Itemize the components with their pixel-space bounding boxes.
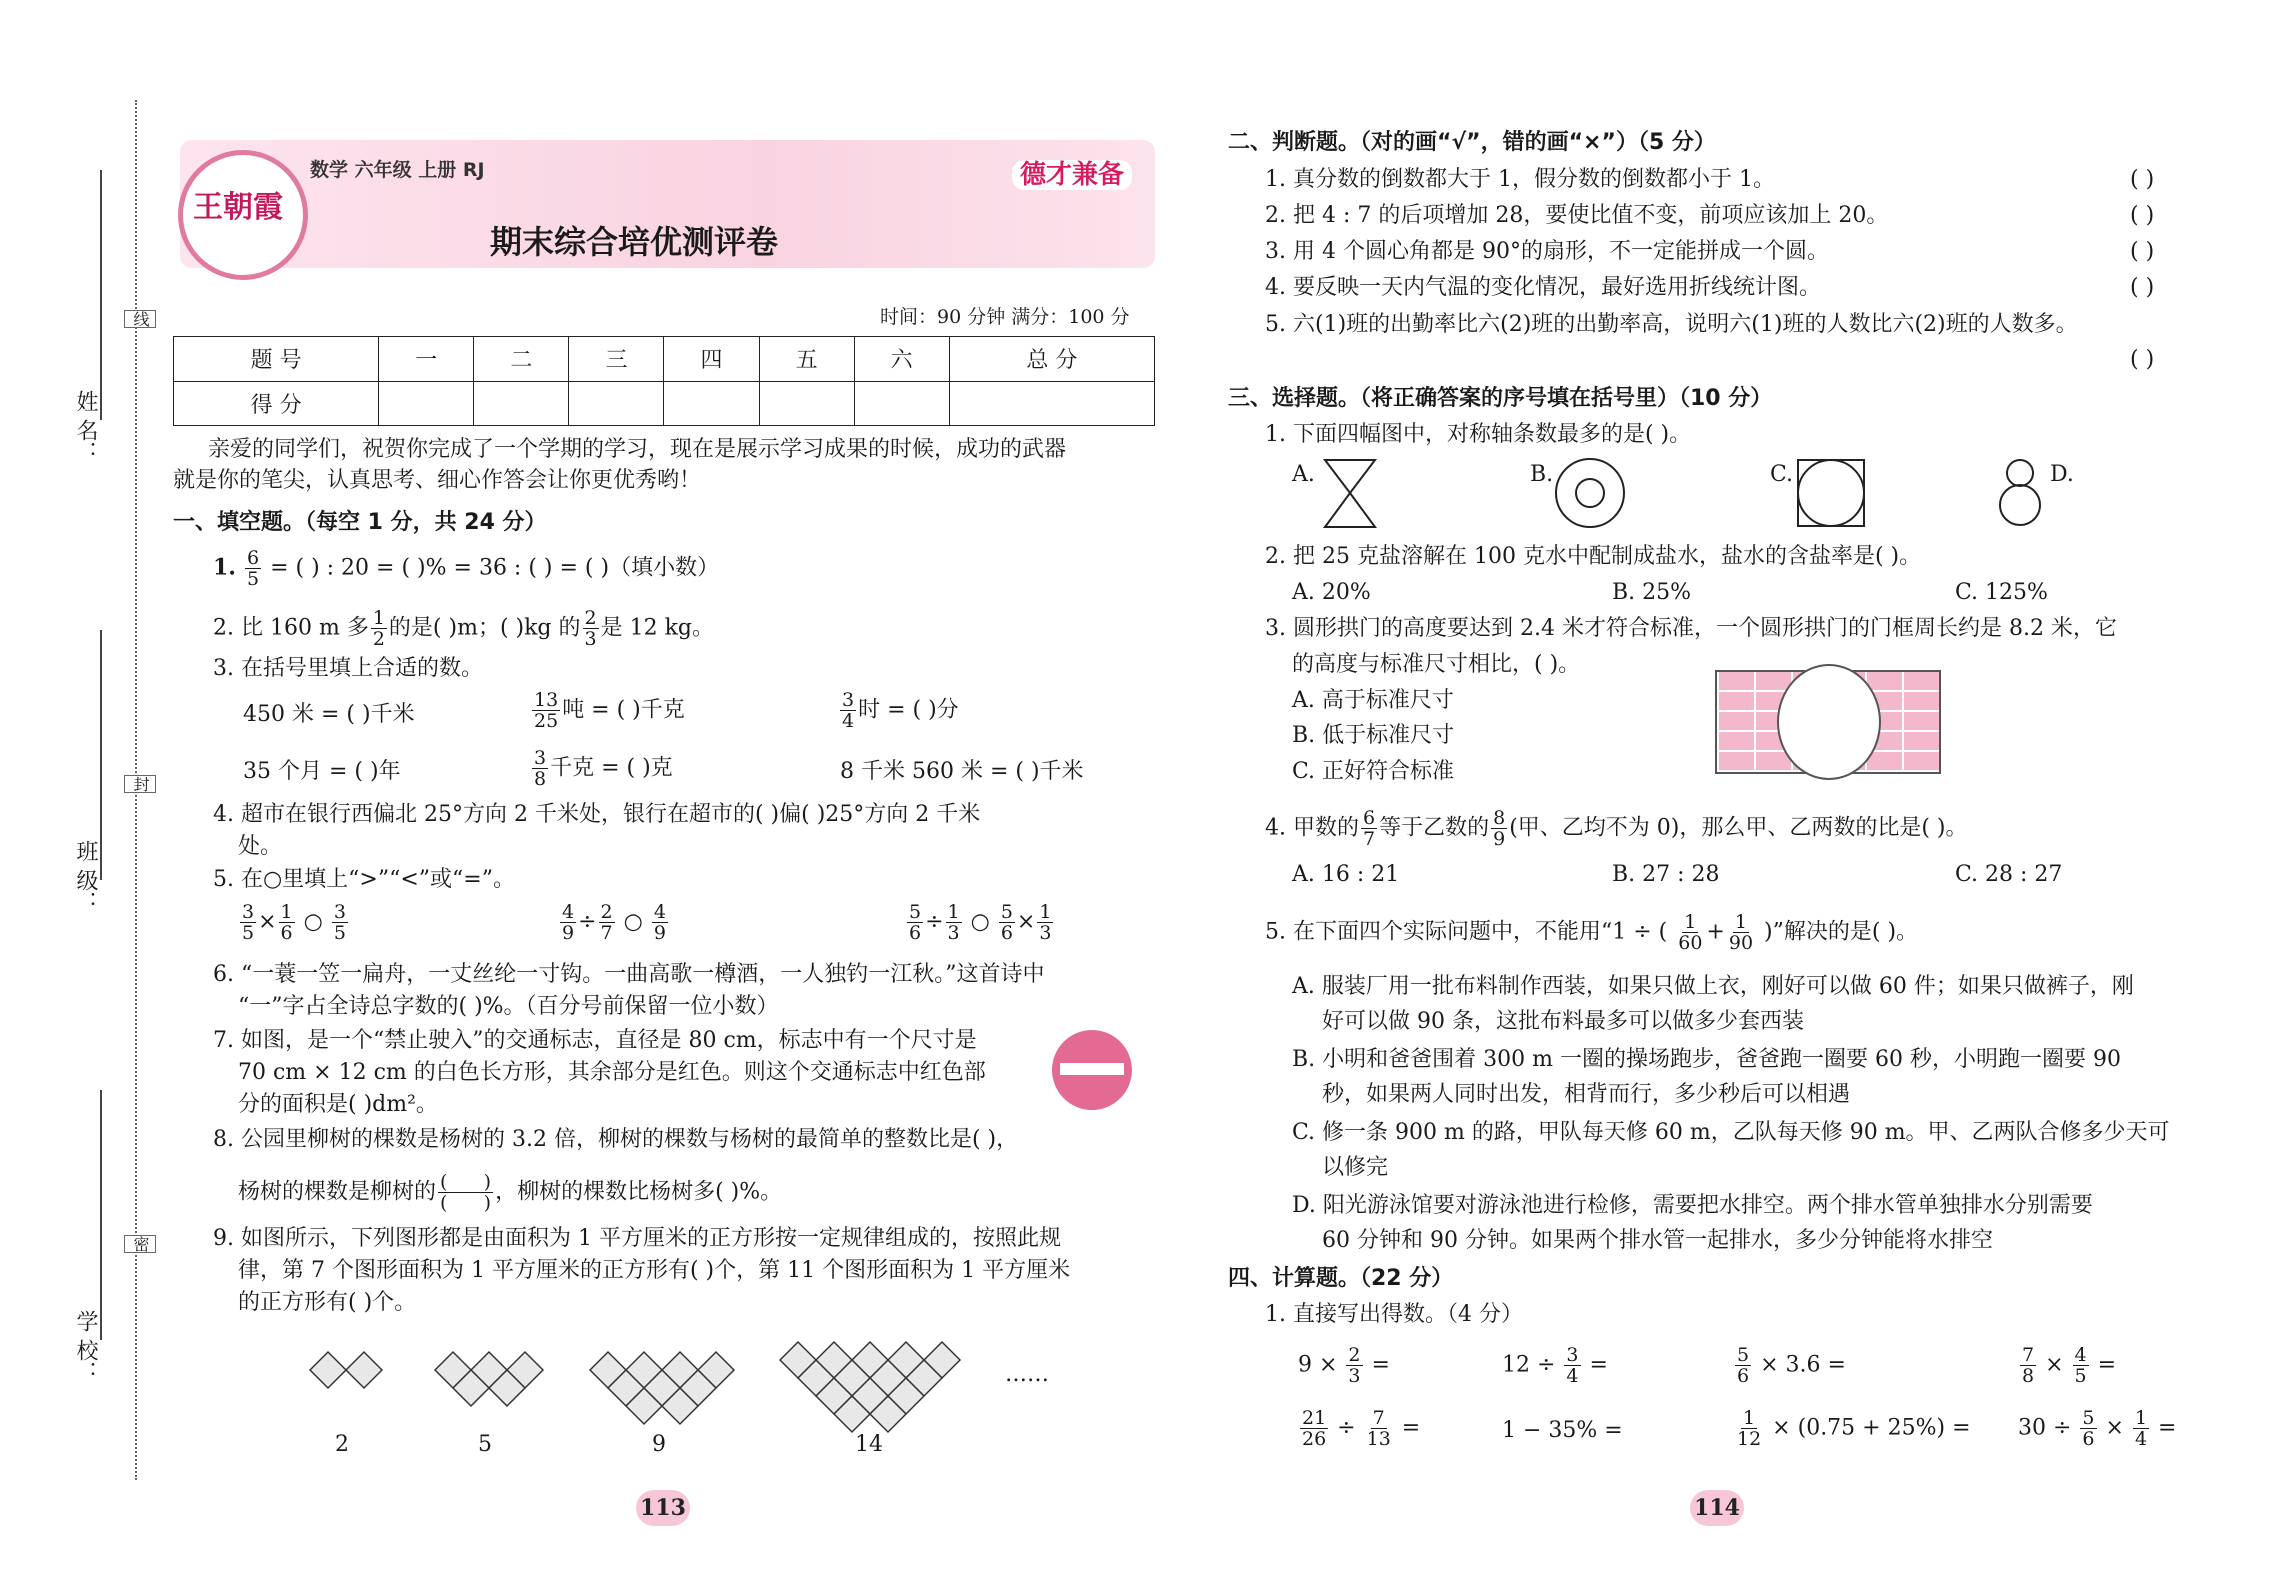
q5b: $\frac{4}{9}$ ÷ $\frac{2}{7}$ ○ $\frac{4}{9}$ bbox=[562, 901, 666, 944]
score-cell: 得 分 bbox=[174, 381, 379, 426]
score-cell: 一 bbox=[379, 337, 474, 382]
score-cell: 四 bbox=[664, 337, 759, 382]
answer-paren[interactable]: ( ) bbox=[2130, 239, 2155, 264]
q3a: 450 米 = ( )千米 bbox=[243, 702, 415, 727]
option-label: C. 28 : 27 bbox=[1955, 862, 2063, 887]
intro: 就是你的笔尖，认真思考、细心作答会让你更优秀哟！ bbox=[173, 468, 702, 493]
name-line bbox=[100, 170, 102, 420]
score-input[interactable] bbox=[949, 381, 1154, 426]
section-title: 三、选择题。（将正确答案的序号填在括号里）（10 分） bbox=[1228, 386, 1773, 411]
q7: 分的面积是( )dm²。 bbox=[238, 1092, 438, 1117]
q3: 3. 在括号里填上合适的数。 bbox=[213, 656, 483, 681]
q3f: 8 千米 560 米 = ( )千米 bbox=[840, 759, 1084, 784]
score-table bbox=[173, 336, 1155, 426]
judge-item: 1. 真分数的倒数都大于 1，假分数的倒数都小于 1。 bbox=[1265, 167, 1775, 192]
seal-line: 线 bbox=[124, 310, 156, 328]
choice-q4: 4. 甲数的 $\frac{6}{7}$ 等于乙数的 $\frac{8}{9}$ (甲、乙均不为 0)，那么甲、乙两数的比是( )。 bbox=[1265, 807, 1968, 850]
q6: 6. “一蓑一笠一扁舟，一丈丝纶一寸钩。一曲高歌一樽酒，一人独钓一江秋。”这首诗中 bbox=[213, 962, 1045, 987]
score-input[interactable] bbox=[759, 381, 854, 426]
option-text: 秒，如果两人同时出发，相背而行，多少秒后可以相遇 bbox=[1322, 1082, 1851, 1107]
fig-label: 5 bbox=[478, 1432, 492, 1457]
q5: 5. 在○里填上“>”“<”或“=”。 bbox=[213, 867, 515, 892]
option-label: C. 125% bbox=[1955, 580, 2048, 605]
score-cell: 总 分 bbox=[949, 337, 1154, 382]
arch-door-figure bbox=[1715, 670, 1941, 774]
option-label: B. 27 : 28 bbox=[1612, 862, 1720, 887]
calc-item: $\frac{1}{12}$ × (0.75 + 25%) = bbox=[1737, 1407, 1971, 1450]
option-label: C. bbox=[1770, 462, 1794, 487]
choice-q2: 2. 把 25 克盐溶解在 100 克水中配制成盐水，盐水的含盐率是( )。 bbox=[1265, 544, 1922, 569]
page-number-left: 113 bbox=[636, 1490, 690, 1526]
name-label: 姓 名： bbox=[73, 390, 98, 463]
q7: 7. 如图，是一个“禁止驶入”的交通标志，直径是 80 cm，标志中有一个尺寸是 bbox=[213, 1028, 977, 1053]
score-input[interactable] bbox=[854, 381, 949, 426]
q9: 9. 如图所示，下列图形都是由面积为 1 平方厘米的正方形按一定规律组成的，按照此规 bbox=[213, 1226, 1061, 1251]
option-text: A. 服装厂用一批布料制作西装，如果只做上衣，刚好可以做 60 件；如果只做裤子，刚 bbox=[1292, 974, 2134, 999]
section-title: 二、判断题。（对的画“√”，错的画“×”）（5 分） bbox=[1228, 130, 1716, 155]
score-cell: 二 bbox=[474, 337, 569, 382]
school-line bbox=[100, 1090, 102, 1340]
q5c: $\frac{5}{6}$ ÷ $\frac{1}{3}$ ○ $\frac{5}{6}$ × $\frac{1}{3}$ bbox=[909, 901, 1052, 944]
class-label: 班 级： bbox=[73, 840, 98, 913]
score-cell: 三 bbox=[569, 337, 664, 382]
fig-label: 2 bbox=[335, 1432, 349, 1457]
score-input[interactable] bbox=[379, 381, 474, 426]
choice-q1: 1. 下面四幅图中，对称轴条数最多的是( )。 bbox=[1265, 422, 1692, 447]
q6: “一”字占全诗总字数的( )%。（百分号前保留一位小数） bbox=[238, 994, 779, 1019]
section-title: 一、填空题。（每空 1 分，共 24 分） bbox=[173, 510, 547, 535]
option-text: B. 小明和爸爸围着 300 m 一圈的操场跑步，爸爸跑一圈要 60 秒，小明跑一圈要 90 bbox=[1292, 1047, 2121, 1072]
option-text: 好可以做 90 条，这批布料最多可以做多少套西装 bbox=[1322, 1009, 1804, 1034]
judge-item: 2. 把 4 : 7 的后项增加 28，要使比值不变，前项应该加上 20。 bbox=[1265, 203, 1889, 228]
seal-seal: 封 bbox=[124, 775, 156, 793]
fig-label: 14 bbox=[855, 1432, 883, 1457]
score-input[interactable] bbox=[569, 381, 664, 426]
school-label: 学 校： bbox=[73, 1310, 98, 1383]
score-cell: 五 bbox=[759, 337, 854, 382]
option-label: A. bbox=[1292, 462, 1315, 487]
q3b: $\frac{13}{25}$ 吨 = ( )千克 bbox=[534, 689, 685, 732]
fig-ellipsis: …… bbox=[1005, 1362, 1049, 1387]
option-label: A. 高于标准尺寸 bbox=[1292, 688, 1454, 713]
score-cell: 六 bbox=[854, 337, 949, 382]
q2: 2. 比 160 m 多 $\frac{1}{2}$ 的是( )m；( )kg 的 $\frac{2}{3}$ 是 12 kg。 bbox=[213, 607, 715, 650]
q4: 4. 超市在银行西偏北 25°方向 2 千米处，银行在超市的( )偏( )25°方向 2 千米 bbox=[213, 802, 981, 827]
section-title: 四、计算题。（22 分） bbox=[1228, 1266, 1454, 1291]
calc-item: 12 ÷ $\frac{3}{4}$ = bbox=[1502, 1344, 1608, 1387]
calc-q1: 1. 直接写出得数。（4 分） bbox=[1265, 1302, 1523, 1327]
option-label: B. bbox=[1530, 462, 1554, 487]
q3e: $\frac{3}{8}$ 千克 = ( )克 bbox=[534, 747, 673, 790]
q8: 8. 公园里柳树的棵数是杨树的 3.2 倍，柳树的棵数与杨树的最简单的整数比是( )， bbox=[213, 1127, 1019, 1152]
judge-item: 5. 六(1)班的出勤率比六(2)班的出勤率高，说明六(1)班的人数比六(2)班的人数多。 bbox=[1265, 312, 2078, 337]
page-number-right: 114 bbox=[1690, 1490, 1744, 1526]
option-label: A. 20% bbox=[1292, 580, 1371, 605]
logo: 王朝霞 bbox=[178, 150, 308, 280]
calc-item: $\frac{5}{6}$ × 3.6 = bbox=[1737, 1344, 1846, 1387]
answer-paren[interactable]: ( ) bbox=[2130, 203, 2155, 228]
page-title: 期末综合培优测评卷 bbox=[490, 223, 779, 261]
q4: 处。 bbox=[238, 834, 283, 859]
answer-paren[interactable]: ( ) bbox=[2130, 275, 2155, 300]
subject-line: 数学 六年级 上册 RJ bbox=[310, 159, 485, 181]
q7: 70 cm × 12 cm 的白色长方形，其余部分是红色。则这个交通标志中红色部 bbox=[238, 1060, 986, 1085]
fig-label: 9 bbox=[652, 1432, 666, 1457]
score-input[interactable] bbox=[474, 381, 569, 426]
class-line bbox=[100, 630, 102, 880]
seal-secret: 密 bbox=[124, 1235, 156, 1253]
option-label: C. 正好符合标准 bbox=[1292, 759, 1455, 784]
q8: 杨树的棵数是柳树的 $\frac{( )}{( )}$ ，柳树的棵数比杨树多( )%。 bbox=[238, 1171, 783, 1214]
option-label: B. 25% bbox=[1612, 580, 1692, 605]
option-text: 60 分钟和 90 分钟。如果两个排水管一起排水，多少分钟能将水排空 bbox=[1322, 1228, 1993, 1253]
option-label: A. 16 : 21 bbox=[1292, 862, 1400, 887]
score-input[interactable] bbox=[664, 381, 759, 426]
badge: 德才兼备 bbox=[1012, 160, 1132, 190]
choice-q3: 的高度与标准尺寸相比，( )。 bbox=[1292, 652, 1581, 677]
q3d: 35 个月 = ( )年 bbox=[243, 759, 401, 784]
pattern-figure bbox=[300, 1330, 1060, 1440]
option-label: B. 低于标准尺寸 bbox=[1292, 723, 1455, 748]
q1: 1. $\frac{6}{5}$ = ( ) : 20 = ( )% = 36 : ( ) = ( )（填小数） bbox=[213, 547, 720, 590]
score-cell: 题 号 bbox=[174, 337, 379, 382]
calc-item: $\frac{7}{8}$ × $\frac{4}{5}$ = bbox=[2022, 1344, 2117, 1387]
calc-item: 1 − 35% = bbox=[1502, 1418, 1623, 1443]
choice-q3: 3. 圆形拱门的高度要达到 2.4 米才符合标准，一个圆形拱门的门框周长约是 8.2 米，它 bbox=[1265, 616, 2117, 641]
option-text: 以修完 bbox=[1322, 1155, 1389, 1180]
no-entry-sign bbox=[1052, 1030, 1132, 1110]
q3c: $\frac{3}{4}$ 时 = ( )分 bbox=[842, 689, 959, 732]
answer-paren[interactable]: ( ) bbox=[2130, 347, 2155, 372]
calc-item: $\frac{21}{26}$ ÷ $\frac{7}{13}$ = bbox=[1302, 1407, 1421, 1450]
calc-item: 9 × $\frac{2}{3}$ = bbox=[1298, 1344, 1390, 1387]
intro: 亲爱的同学们，祝贺你完成了一个学期的学习，现在是展示学习成果的时候，成功的武器 bbox=[208, 437, 1067, 462]
time-info: 时间：90 分钟 满分：100 分 bbox=[880, 306, 1130, 328]
symmetry-figures bbox=[1320, 455, 2100, 535]
option-text: D. 阳光游泳馆要对游泳池进行检修，需要把水排空。两个排水管单独排水分别需要 bbox=[1292, 1193, 2093, 1218]
calc-item: 30 ÷ $\frac{5}{6}$ × $\frac{1}{4}$ = bbox=[2018, 1407, 2177, 1450]
q5a: $\frac{3}{5}$ × $\frac{1}{6}$ ○ $\frac{3}{5}$ bbox=[242, 901, 346, 944]
option-label: D. bbox=[2050, 462, 2074, 487]
q9: 的正方形有( )个。 bbox=[238, 1290, 417, 1315]
judge-item: 4. 要反映一天内气温的变化情况，最好选用折线统计图。 bbox=[1265, 275, 1821, 300]
q9: 律，第 7 个图形面积为 1 平方厘米的正方形有( )个，第 11 个图形面积为 1 平方厘米 bbox=[238, 1258, 1071, 1283]
answer-paren[interactable]: ( ) bbox=[2130, 167, 2155, 192]
judge-item: 3. 用 4 个圆心角都是 90°的扇形，不一定能拼成一个圆。 bbox=[1265, 239, 1829, 264]
option-text: C. 修一条 900 m 的路，甲队每天修 60 m，乙队每天修 90 m。甲、乙两队合修多少天可 bbox=[1292, 1120, 2170, 1145]
choice-q5: 5. 在下面四个实际问题中，不能用“1 ÷ ( $\frac{1}{60}$ + $\frac{1}{90}$ )”解决的是( )。 bbox=[1265, 911, 1919, 954]
